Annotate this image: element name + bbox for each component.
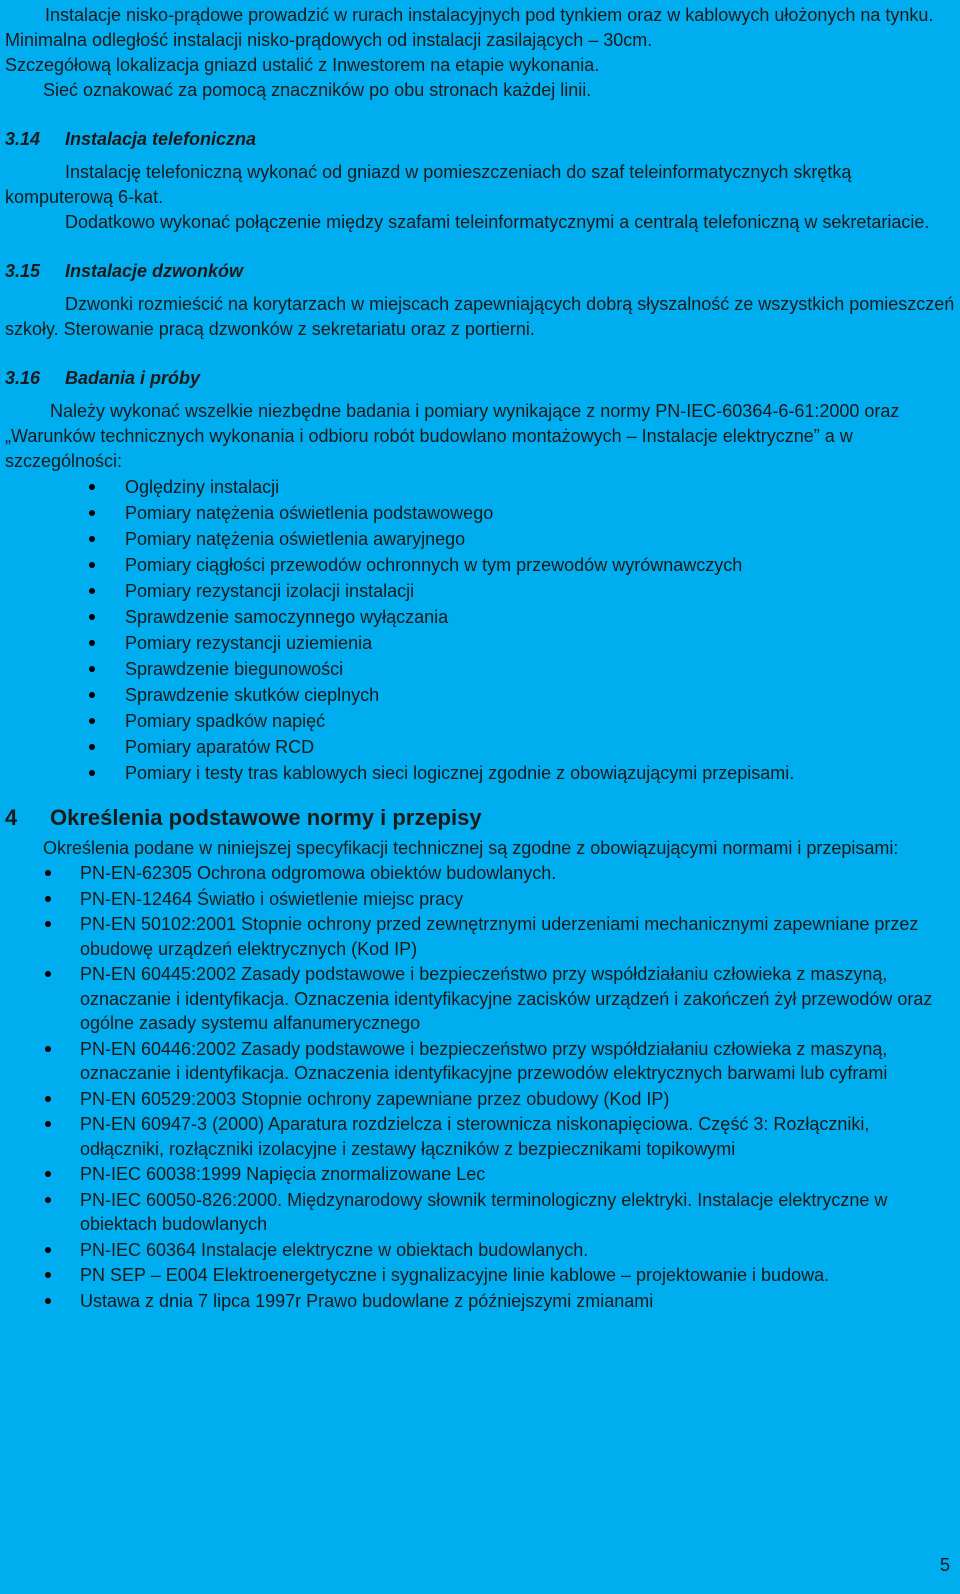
paragraph-telephone-1: Instalację telefoniczną wykonać od gniazd w pomieszczeniach do szaf teleinformatycznych skrętką komputerową 6-kat.: [5, 162, 852, 207]
section-number: 3.14: [5, 129, 41, 149]
list-item: Pomiary i testy tras kablowych sieci logicznej zgodnie z obowiązującymi przepisami.: [5, 760, 955, 786]
list-item: PN-EN 60446:2002 Zasady podstawowe i bezpieczeństwo przy współdziałaniu człowieka z maszyną, oznaczanie i identyfikacja. Oznaczenia identyfikacyjne przewodów elektrycznych barwami lub cyframi: [5, 1037, 955, 1086]
list-item: PN-IEC 60050-826:2000. Międzynarodowy słownik terminologiczny elektryki. Instalacje elektryczne w obiektach budowlanych: [5, 1188, 955, 1237]
list-item: PN-EN-12464 Światło i oświetlenie miejsc pracy: [5, 887, 955, 912]
section-heading-4: [5, 804, 955, 832]
list-item: Pomiary spadków napięć: [5, 708, 955, 734]
list-item: Pomiary natężenia oświetlenia awaryjnego: [5, 526, 955, 552]
paragraph-lowcurrent: Instalacje nisko-prądowe prowadzić w rurach instalacyjnych pod tynkiem oraz w kablowych ułożonych na tynku. Minimalna odległość instalacji nisko-prądowych od instalacji zasilających – 30cm.: [5, 5, 934, 50]
list-item: Pomiary aparatów RCD: [5, 734, 955, 760]
paragraph-standards: Określenia podane w niniejszej specyfikacji technicznej są zgodne z obowiązującymi normami i przepisami:: [43, 838, 899, 858]
paragraph-socket-location: Szczegółową lokalizacja gniazd ustalić z Inwestorem na etapie wykonania.: [5, 55, 600, 75]
list-item: PN-EN 60529:2003 Stopnie ochrony zapewniane przez obudowy (Kod IP): [5, 1087, 955, 1112]
list-item: Pomiary natężenia oświetlenia podstawowego: [5, 500, 955, 526]
list-item: Ustawa z dnia 7 lipca 1997r Prawo budowlane z późniejszymi zmianami: [5, 1289, 955, 1314]
list-item: PN-EN-62305 Ochrona odgromowa obiektów budowlanych.: [5, 861, 955, 886]
section-title: Badania i próby: [65, 368, 201, 388]
list-item: Pomiary rezystancji izolacji instalacji: [5, 578, 955, 604]
section-number: 4: [5, 805, 18, 830]
list-item: Sprawdzenie skutków cieplnych: [5, 682, 955, 708]
section-title: Określenia podstawowe normy i przepisy: [50, 805, 482, 830]
list-item: Sprawdzenie samoczynnego wyłączania: [5, 604, 955, 630]
list-item: PN-IEC 60364 Instalacje elektryczne w obiektach budowlanych.: [5, 1238, 955, 1263]
paragraph-network-marking: Sieć oznakować za pomocą znaczników po obu stronach każdej linii.: [43, 80, 592, 100]
list-item: Pomiary ciągłości przewodów ochronnych w tym przewodów wyrównawczych: [5, 552, 955, 578]
list-item: Oględziny instalacji: [5, 474, 955, 500]
section-heading-3-14: [5, 127, 955, 152]
page-number: 5: [939, 1555, 950, 1575]
section-number: 3.15: [5, 261, 41, 281]
section-heading-3-16: [5, 366, 955, 391]
list-item: PN SEP – E004 Elektroenergetyczne i sygnalizacyjne linie kablowe – projektowanie i budowa.: [5, 1263, 955, 1288]
section-heading-3-15: [5, 259, 955, 284]
list-item: PN-EN 60947-3 (2000) Aparatura rozdzielcza i sterownicza niskonapięciowa. Część 3: Rozłączniki, odłączniki, rozłączniki izolacyjne i zestawy łączników z bezpiecznikami topikowymi: [5, 1112, 955, 1161]
section-title: Instalacje dzwonków: [65, 261, 244, 281]
list-item: Pomiary rezystancji uziemienia: [5, 630, 955, 656]
list-item: PN-EN 50102:2001 Stopnie ochrony przed zewnętrznymi uderzeniami mechanicznymi zapewniane przez obudowę urządzeń elektrycznych (Kod IP): [5, 912, 955, 961]
tests-list: [5, 474, 955, 786]
paragraph-tests: Należy wykonać wszelkie niezbędne badania i pomiary wynikające z normy PN-IEC-60364-6-61:2000 oraz „Warunków technicznych wykonania i odbioru robót budowlano montażowych – Instalacje elektryczne” a w szczególności:: [5, 401, 900, 471]
document-page: [5, 3, 955, 1314]
paragraph-telephone-2: Dodatkowo wykonać połączenie między szafami teleinformatycznymi a centralą telefoniczną w sekretariacie.: [65, 212, 930, 232]
standards-list: [5, 861, 955, 1313]
list-item: PN-EN 60445:2002 Zasady podstawowe i bezpieczeństwo przy współdziałaniu człowieka z maszyną, oznaczanie i identyfikacja. Oznaczenia identyfikacyjne zacisków urządzeń i zakończeń żył przewodów oraz ogólne zasady systemu alfanumerycznego: [5, 962, 955, 1036]
list-item: PN-IEC 60038:1999 Napięcia znormalizowane Lec: [5, 1162, 955, 1187]
list-item: Sprawdzenie biegunowości: [5, 656, 955, 682]
section-number: 3.16: [5, 368, 41, 388]
section-title: Instalacja telefoniczna: [65, 129, 257, 149]
paragraph-bells: Dzwonki rozmieścić na korytarzach w miejscach zapewniających dobrą słyszalność ze wszystkich pomieszczeń szkoły. Sterowanie pracą dzwonków z sekretariatu oraz z portierni.: [5, 294, 955, 339]
